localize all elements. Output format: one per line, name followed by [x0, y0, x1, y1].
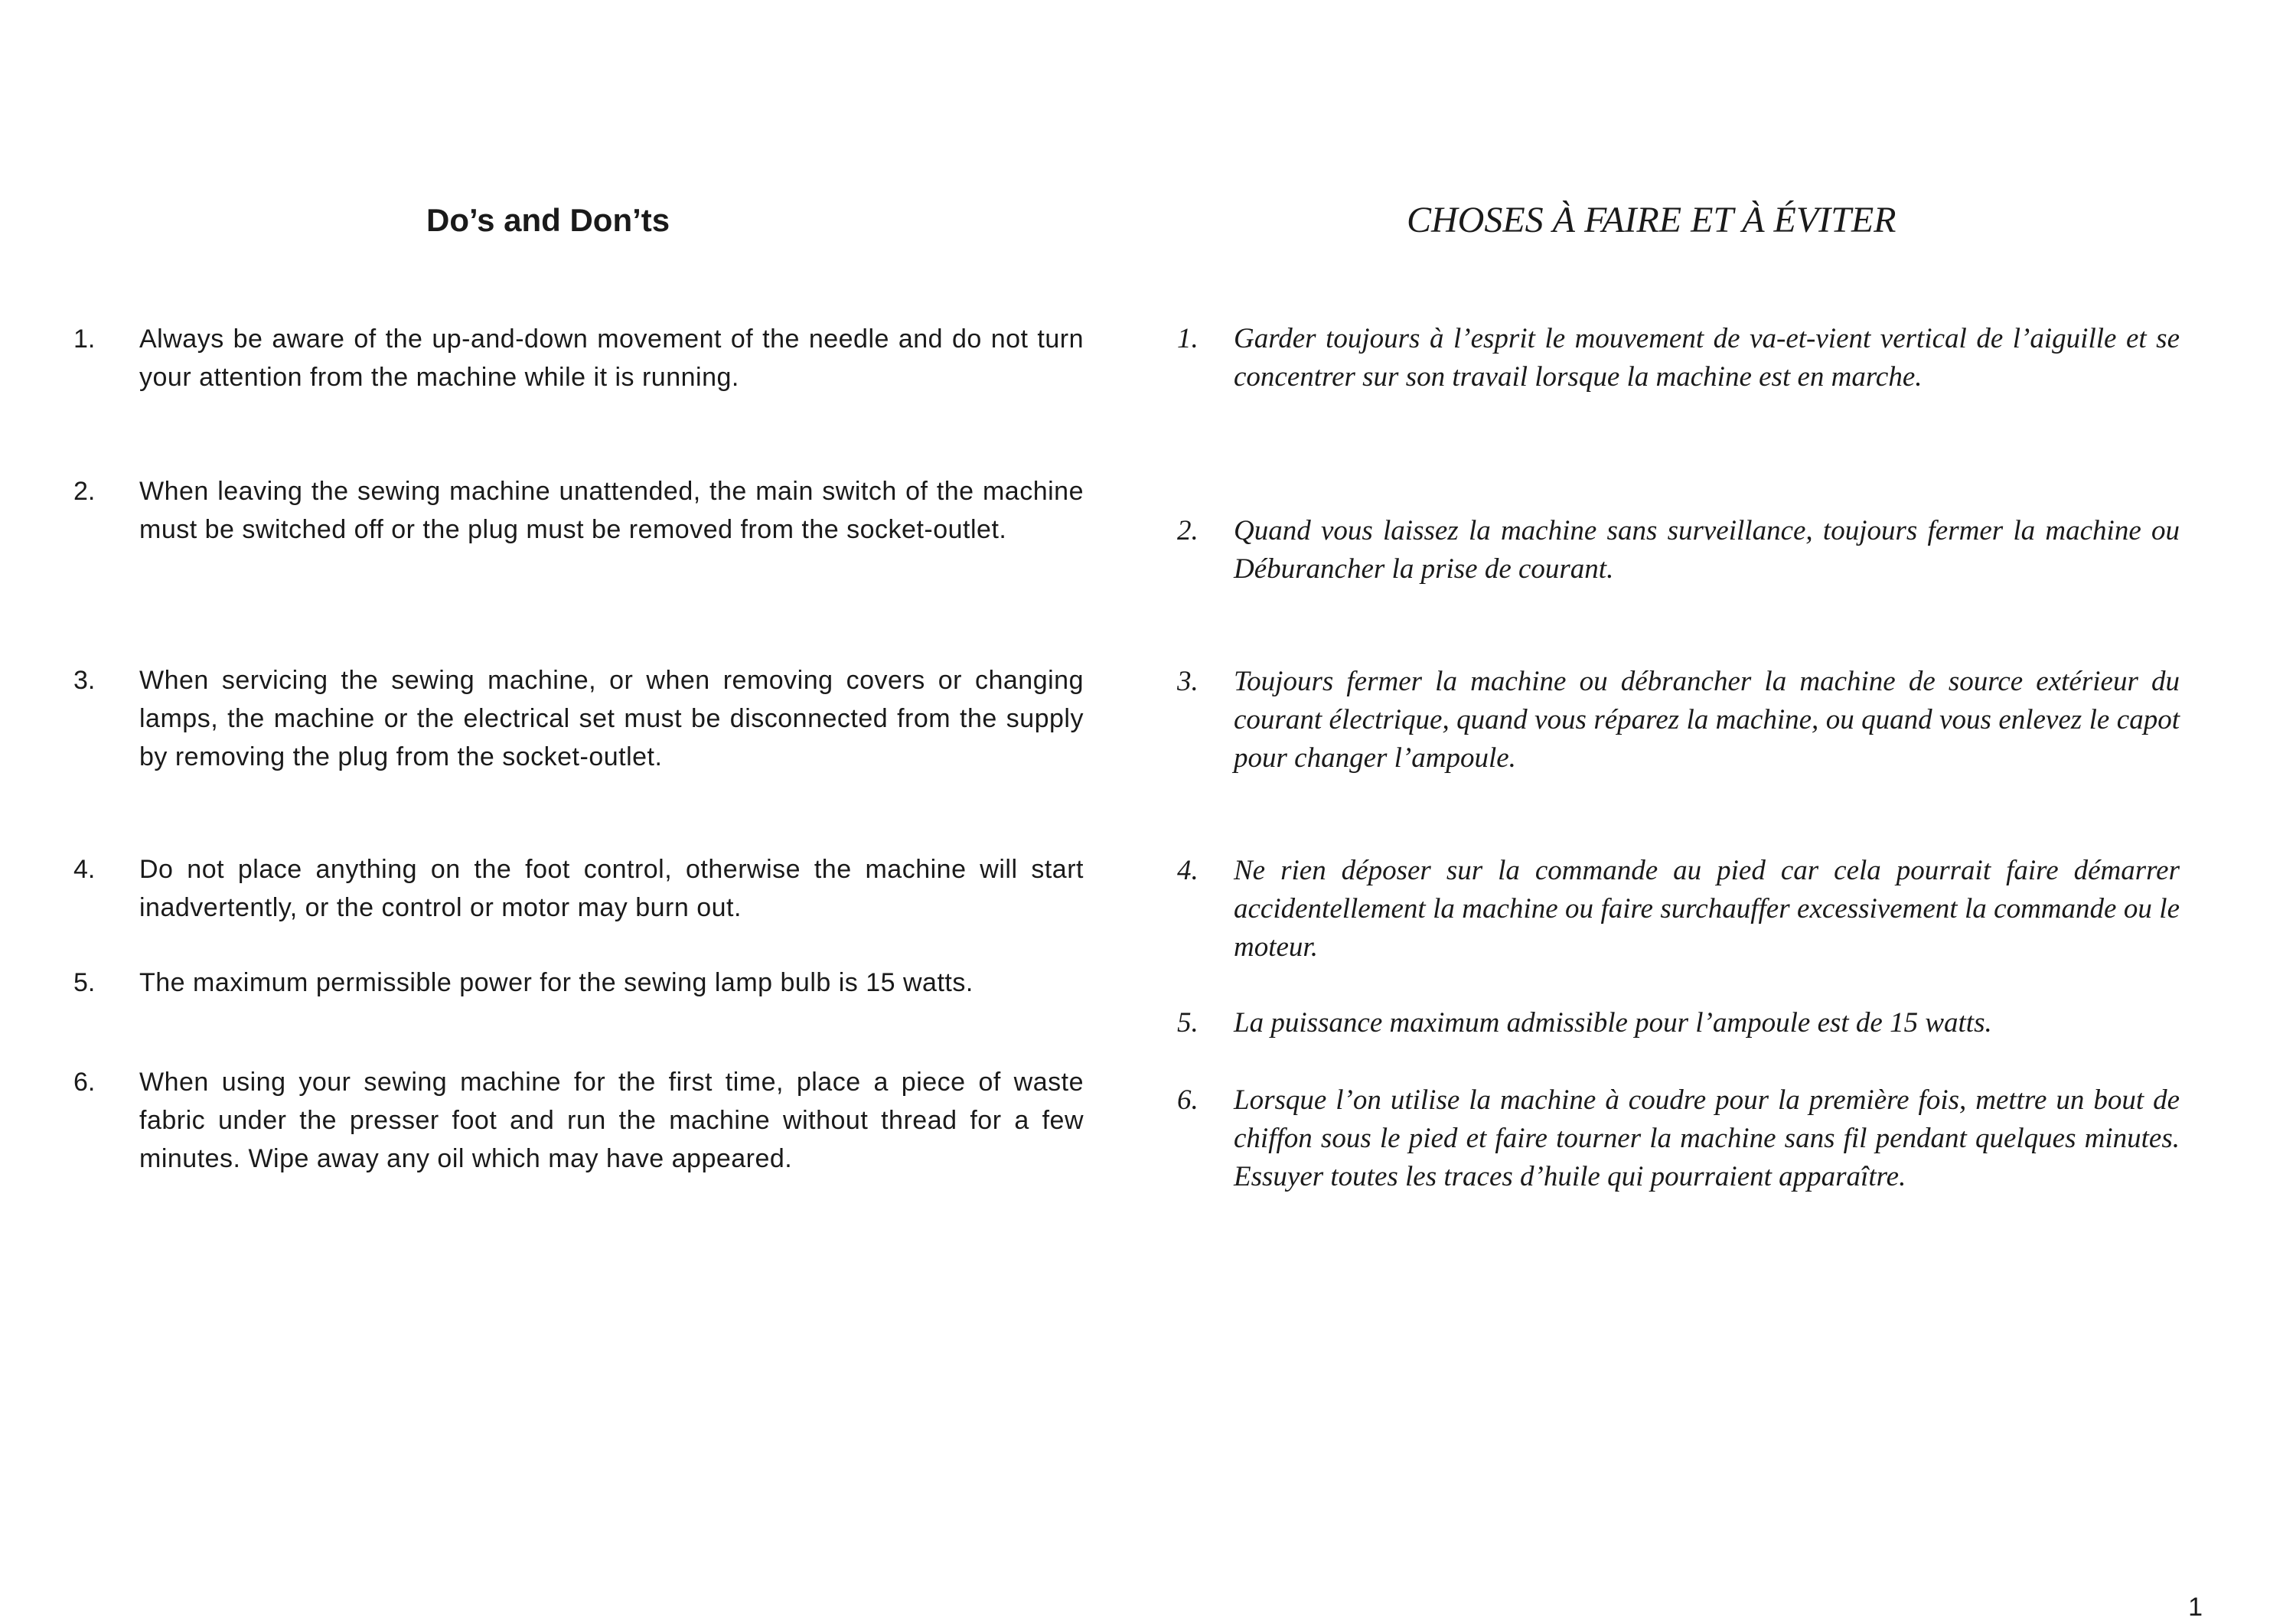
- item-number: 3.: [1177, 666, 1199, 697]
- item-text: Garder toujours à l’esprit le mouvement de va-et-vient vertical de l’aiguille et se concentrer sur son travail lorsque la machine est en marche.: [1234, 323, 2180, 393]
- item-number: 2.: [1177, 515, 1199, 546]
- item-number: 4.: [73, 855, 96, 884]
- item-text: La puissance maximum admissible pour l’ampoule est de 15 watts.: [1234, 1007, 1992, 1039]
- item-number: 3.: [73, 666, 96, 695]
- page-number: 1: [2188, 1593, 2203, 1622]
- item-number: 6.: [73, 1068, 96, 1097]
- item-number: 6.: [1177, 1084, 1199, 1116]
- item-text: When servicing the sewing machine, or when removing covers or changing lamps, the machine or the electrical set must be disconnected from the supply by removing the plug from the socket-outlet.: [139, 666, 1084, 771]
- item-text: Quand vous laissez la machine sans surveillance, toujours fermer la machine ou Déburancher la prise de courant.: [1234, 515, 2180, 585]
- item-number: 1.: [73, 324, 96, 354]
- item-text: Toujours fermer la machine ou débrancher la machine de source extérieur du courant électrique, quand vous réparez la machine, ou quand vous enlevez le capot pour changer l’ampoule.: [1234, 666, 2180, 774]
- item-text: The maximum permissible power for the sewing lamp bulb is 15 watts.: [139, 968, 974, 997]
- english-title: Do’s and Don’ts: [426, 202, 670, 238]
- item-number: 5.: [1177, 1007, 1199, 1039]
- item-text: Lorsque l’on utilise la machine à coudre pour la première fois, mettre un bout de chiffon sous le pied et faire tourner la machine sans fil pendant quelques minutes. Essuyer toutes les traces d’huile qui pourraient apparaître.: [1234, 1084, 2180, 1192]
- item-number: 1.: [1177, 323, 1199, 354]
- item-number: 4.: [1177, 855, 1199, 886]
- item-text: When using your sewing machine for the first time, place a piece of waste fabric under the presser foot and run the machine without thread for a few minutes. Wipe away any oil which may have appeared.: [139, 1068, 1084, 1173]
- item-text: When leaving the sewing machine unattended, the main switch of the machine must be switched off or the plug must be removed from the socket-outlet.: [139, 477, 1084, 544]
- item-text: Ne rien déposer sur la commande au pied car cela pourrait faire démarrer accidentellement la machine ou faire surchauffer excessivement la commande ou le moteur.: [1234, 855, 2180, 963]
- item-number: 5.: [73, 968, 96, 997]
- item-text: Always be aware of the up-and-down movement of the needle and do not turn your attention from the machine while it is running.: [139, 324, 1084, 392]
- item-number: 2.: [73, 477, 96, 506]
- item-text: Do not place anything on the foot control, otherwise the machine will start inadvertently, or the control or motor may burn out.: [139, 855, 1084, 922]
- french-title: CHOSES À FAIRE ET À ÉVITER: [1407, 200, 1896, 240]
